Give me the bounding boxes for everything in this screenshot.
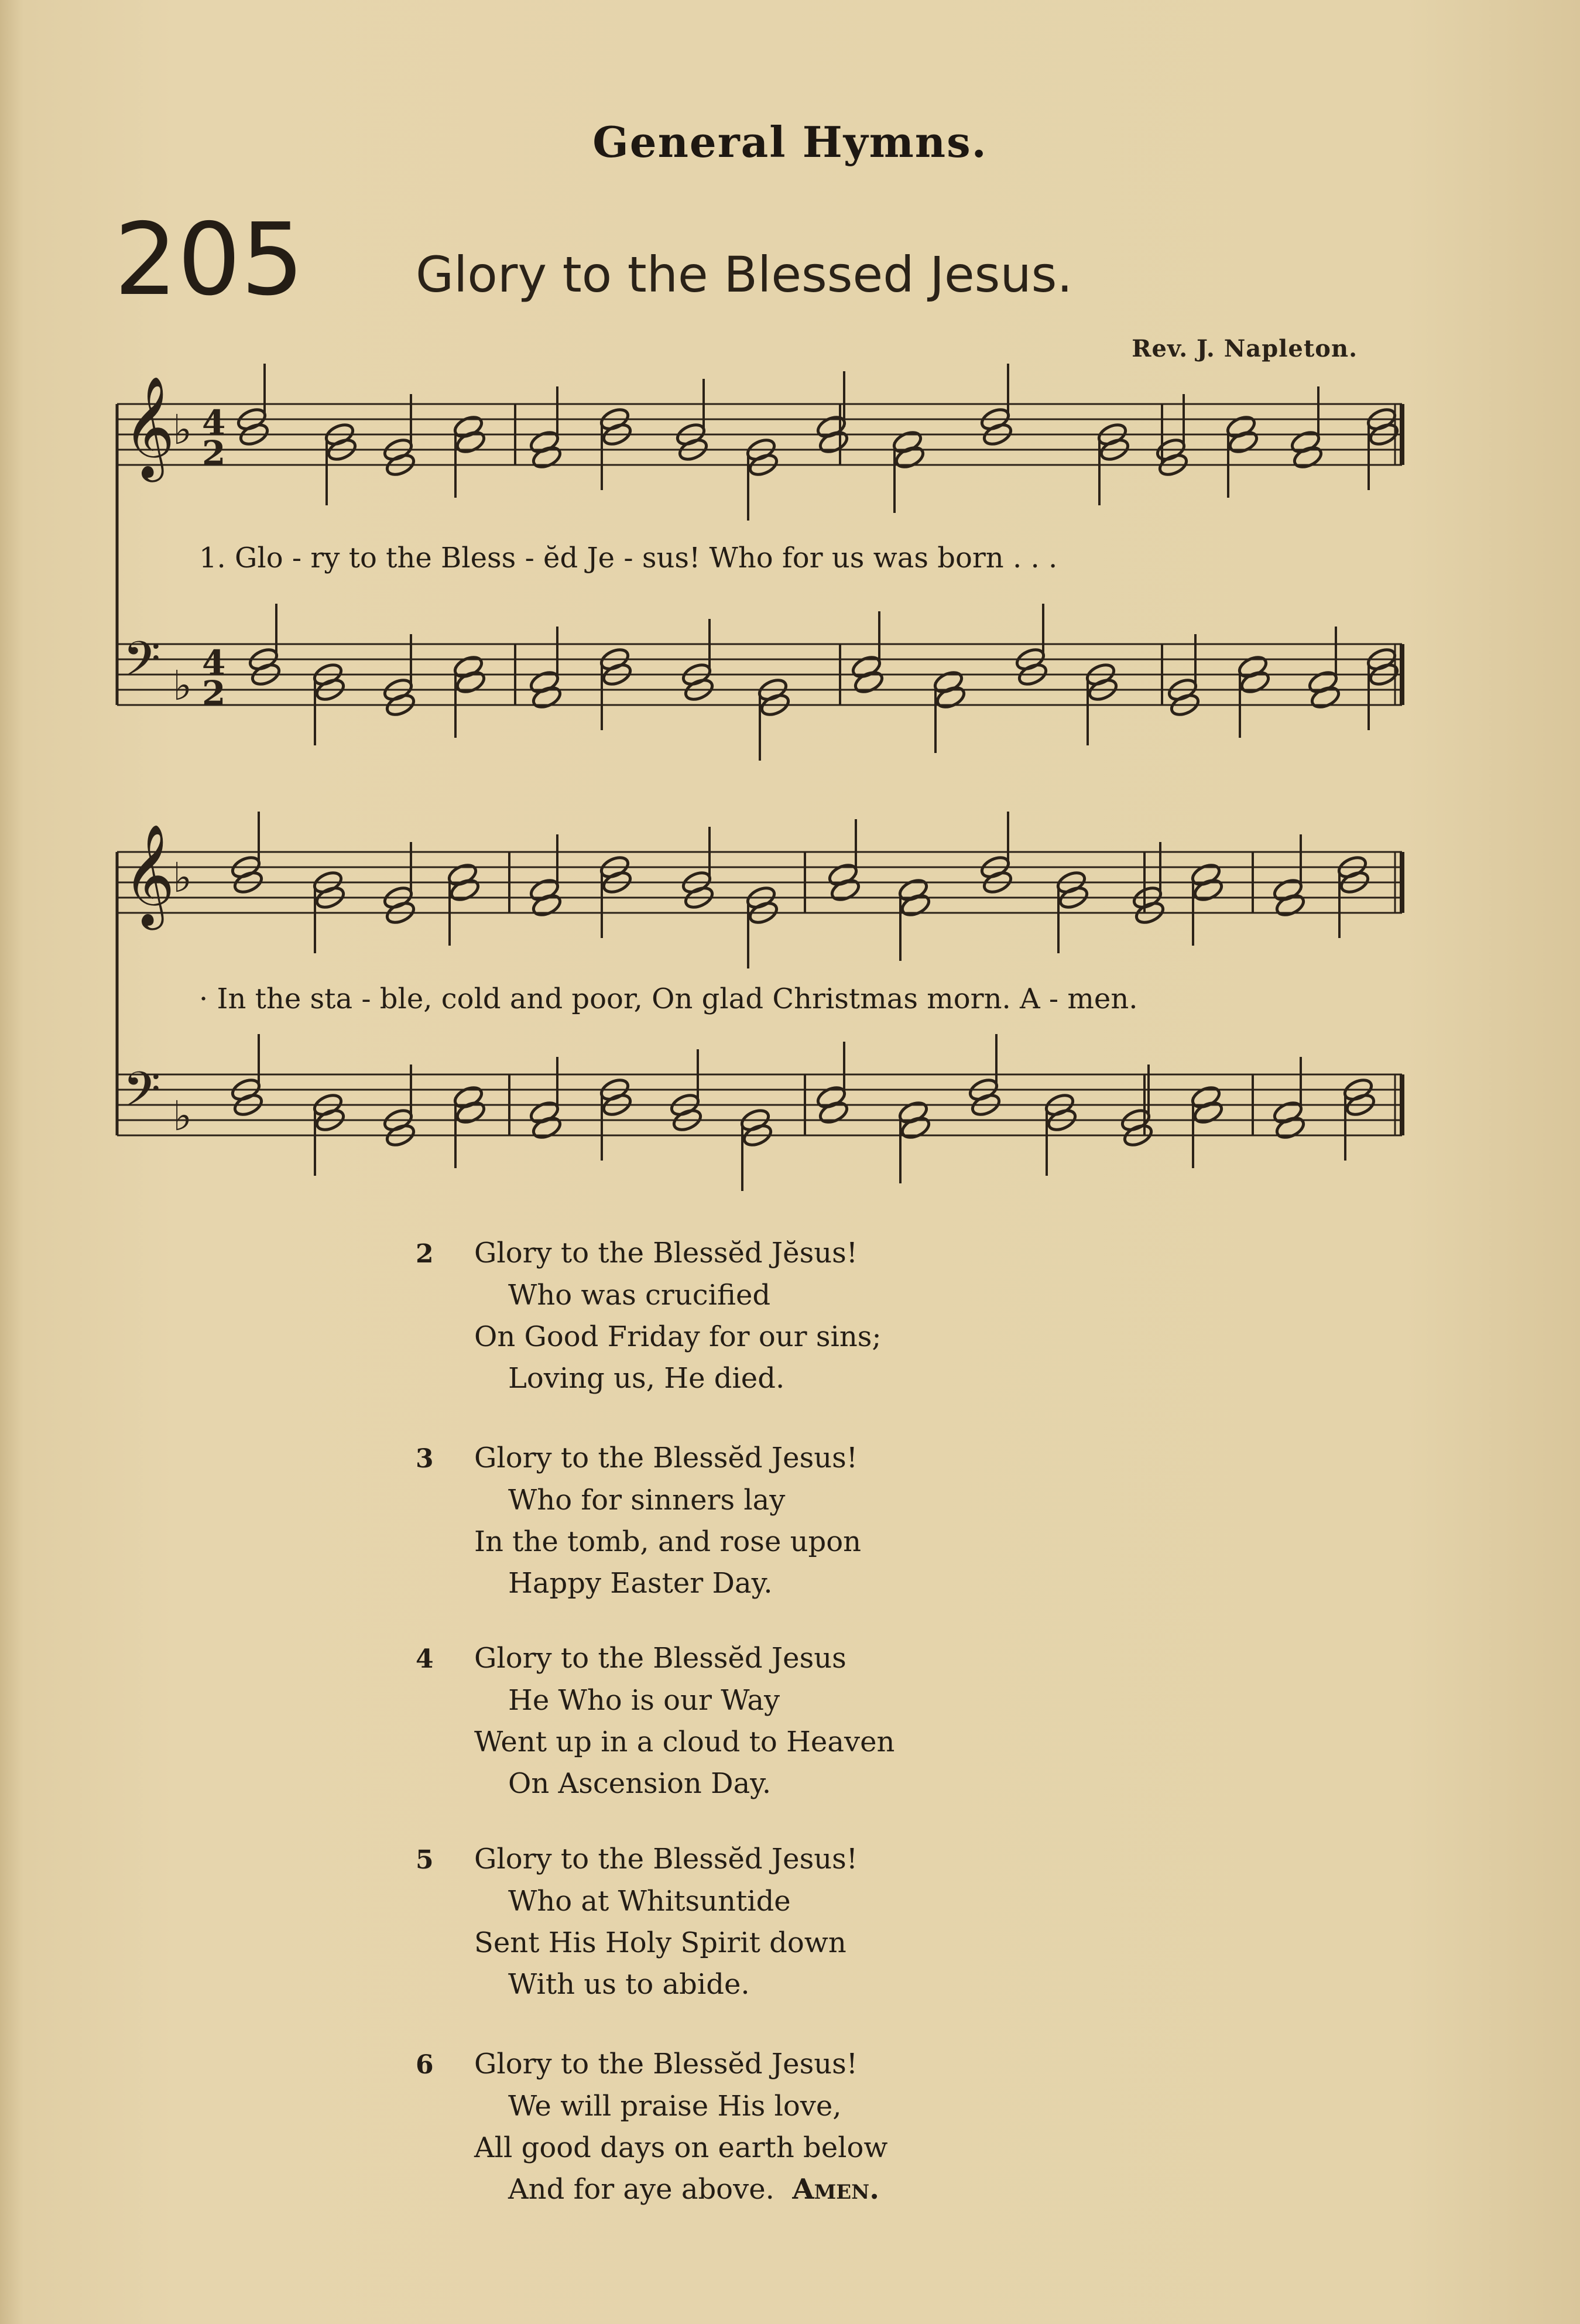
note-head: [934, 684, 966, 711]
verse-line: Went up in a cloud to Heaven: [474, 1726, 895, 1758]
note-head: [454, 669, 486, 696]
lyrics-line-2: · In the sta - ble, cold and poor, On glad Christmas morn. A - men.: [199, 983, 1138, 1015]
note-head: [1289, 429, 1321, 456]
verse-4: [416, 1638, 895, 1805]
note-head: [893, 444, 926, 471]
note-head: [528, 1099, 560, 1126]
lyrics-line-1: 1. Glo - ry to the Bless - ĕd Je - sus! Who for us was born . . .: [199, 542, 1058, 574]
bass-clef-icon: 𝄢: [123, 631, 161, 699]
note-head: [528, 429, 560, 456]
note-head: [448, 877, 481, 903]
note-head: [891, 429, 923, 456]
verse-number: 6: [416, 2050, 434, 2080]
note-head: [817, 429, 849, 456]
note-head: [1225, 413, 1257, 440]
note-head: [452, 1084, 484, 1111]
note-head: [815, 413, 847, 440]
treble-clef-icon: 𝄞: [123, 824, 175, 926]
note-head: [1307, 669, 1339, 696]
verse-line: Glory to the Blessĕd Jesus!: [474, 2048, 858, 2080]
note-head: [1274, 1114, 1306, 1141]
note-head: [897, 1099, 929, 1126]
note-head: [530, 684, 563, 711]
verse-number: 2: [416, 1239, 434, 1269]
note-head: [530, 444, 563, 471]
verse-2: [416, 1233, 882, 1399]
note-head: [932, 669, 964, 696]
section-header: General Hymns.: [592, 117, 988, 167]
time-signature-bottom: 2: [202, 433, 226, 473]
note-head: [528, 669, 560, 696]
amen-label: Amen.: [792, 2173, 879, 2206]
flat-icon: ♭: [173, 406, 193, 454]
note-head: [1190, 1084, 1222, 1111]
verse-line: Glory to the Blessĕd Jesus!: [474, 1843, 858, 1875]
note-head: [530, 1114, 563, 1141]
verse-number: 5: [416, 1845, 434, 1875]
verse-line: Glory to the Blessĕd Jesus: [474, 1642, 846, 1675]
flat-icon: ♭: [173, 662, 193, 710]
note-head: [815, 1084, 847, 1111]
note-head: [1271, 877, 1304, 903]
flat-icon: ♭: [173, 1092, 193, 1140]
note-head: [1227, 429, 1259, 456]
note-head: [1236, 653, 1269, 680]
time-signature-bottom: 2: [202, 673, 226, 713]
verse-line: We will praise His love,: [508, 2090, 842, 2123]
note-head: [1291, 444, 1324, 471]
bass-clef-icon: 𝄢: [123, 1061, 161, 1130]
verse-line: Glory to the Blessĕd Jĕsus!: [474, 1237, 858, 1269]
note-head: [1192, 877, 1224, 903]
note-head: [1190, 861, 1222, 888]
verse-line: All good days on earth below: [474, 2131, 888, 2164]
time-signature-top: 4: [202, 643, 226, 683]
verse-number: 4: [416, 1644, 434, 1674]
note-head: [454, 1099, 486, 1126]
note-head: [850, 653, 882, 680]
note-head: [1239, 669, 1271, 696]
verse-line: Happy Easter Day.: [508, 1567, 773, 1600]
note-head: [1309, 684, 1341, 711]
time-signature-top: 4: [202, 403, 226, 443]
hymn-author: Rev. J. Napleton.: [1132, 335, 1358, 362]
verse-line: Who at Whitsuntide: [508, 1885, 791, 1918]
note-head: [452, 413, 484, 440]
note-head: [1274, 892, 1306, 919]
treble-clef-icon: 𝄞: [123, 376, 175, 478]
verse-3: [416, 1437, 862, 1604]
hymn-title: Glory to the Blessed Jesus.: [416, 246, 1073, 303]
verse-line: In the tomb, and rose upon: [474, 1525, 862, 1558]
verse-line: Loving us, He died.: [508, 1362, 785, 1395]
note-head: [827, 861, 859, 888]
note-head: [528, 877, 560, 903]
verse-line: On Ascension Day.: [508, 1767, 772, 1800]
note-head: [817, 1099, 849, 1126]
note-head: [446, 861, 478, 888]
hymn-number: 205: [114, 202, 304, 318]
note-head: [852, 669, 885, 696]
note-head: [454, 429, 486, 456]
verse-line: He Who is our Way: [508, 1684, 780, 1717]
note-head: [829, 877, 861, 903]
note-head: [452, 653, 484, 680]
verse-line: On Good Friday for our sins;: [474, 1320, 882, 1353]
verse-line: Who was crucified: [508, 1279, 771, 1312]
verse-line: And for aye above.: [508, 2173, 774, 2206]
note-head: [899, 892, 931, 919]
note-head: [1271, 1099, 1304, 1126]
verse-5: [416, 1839, 858, 2005]
verse-line: With us to abide.: [508, 1968, 750, 2001]
note-head: [1192, 1099, 1224, 1126]
note-head: [530, 892, 563, 919]
verse-line: Glory to the Blessĕd Jesus!: [474, 1442, 858, 1474]
verse-number: 3: [416, 1444, 434, 1474]
verse-6: [416, 2044, 888, 2210]
verse-line: Who for sinners lay: [508, 1484, 786, 1517]
flat-icon: ♭: [173, 854, 193, 902]
verse-line: Sent His Holy Spirit down: [474, 1926, 846, 1959]
note-head: [899, 1114, 931, 1141]
note-head: [897, 877, 929, 903]
